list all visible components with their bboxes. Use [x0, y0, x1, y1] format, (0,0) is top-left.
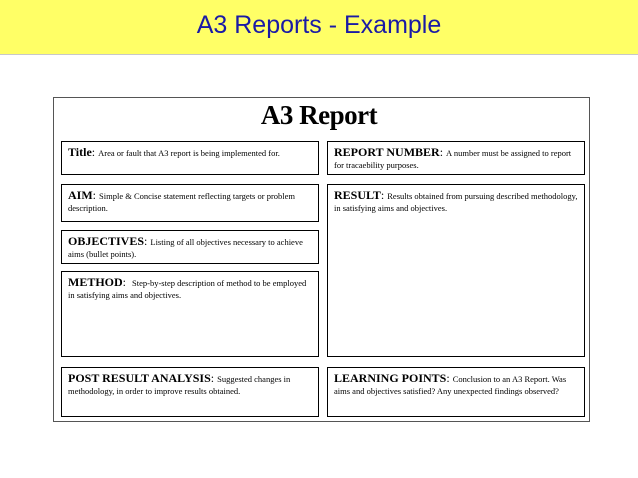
- aim-box: AIM: Simple & Concise statement reflecting targets or problem description.: [61, 184, 319, 222]
- report-number-description: A number must be assigned to report for tracaebility purposes.: [334, 148, 572, 170]
- method-label: METHOD: [68, 275, 123, 289]
- post-result-analysis-description: Suggested changes in methodology, in order to improve results obtained.: [68, 374, 291, 396]
- report-title: A3 Report: [260, 100, 378, 130]
- result-description: Results obtained from pursuing described methodology, in satisfying aims and objectives.: [334, 191, 578, 213]
- result-box: RESULT: Results obtained from pursuing described methodology, in satisfying aims and objectives.: [327, 184, 585, 357]
- title-box: Title: Area or fault that A3 report is being implemented for.: [61, 141, 319, 175]
- objectives-box: OBJECTIVES: Listing of all objectives necessary to achieve aims (bullet points).: [61, 230, 319, 264]
- objectives-label: OBJECTIVES: [68, 234, 145, 248]
- result-label: RESULT: [334, 188, 381, 202]
- aim-description: Simple & Concise statement reflecting targets or problem description.: [68, 191, 296, 213]
- title-banner: [0, 0, 638, 55]
- slide-title: A3 Reports - Example: [196, 10, 442, 39]
- report-number-label: REPORT NUMBER: [334, 145, 440, 159]
- learning-points-box: LEARNING POINTS: Conclusion to an A3 Report. Was aims and objectives satisfied? Any unexpected findings observed?: [327, 367, 585, 417]
- method-box: METHOD: Step-by-step description of method to be employed in satisfying aims and objectives.: [61, 271, 319, 357]
- learning-points-description: Conclusion to an A3 Report. Was aims and objectives satisfied? Any unexpected findings observed?: [334, 374, 567, 396]
- post-result-analysis-label: POST RESULT ANALYSIS: [68, 371, 211, 385]
- report-number-box: REPORT NUMBER: A number must be assigned to report for tracaebility purposes.: [327, 141, 585, 175]
- post-result-analysis-box: POST RESULT ANALYSIS: Suggested changes in methodology, in order to improve results obtained.: [61, 367, 319, 417]
- objectives-description: Listing of all objectives necessary to achieve aims (bullet points).: [68, 237, 303, 259]
- title-label: Title: [68, 145, 92, 159]
- method-description: Step-by-step description of method to be employed in satisfying aims and objectives.: [68, 278, 307, 300]
- learning-points-label: LEARNING POINTS: [334, 371, 447, 385]
- title-description: Area or fault that A3 report is being implemented for.: [98, 148, 280, 158]
- aim-label: AIM: [68, 188, 93, 202]
